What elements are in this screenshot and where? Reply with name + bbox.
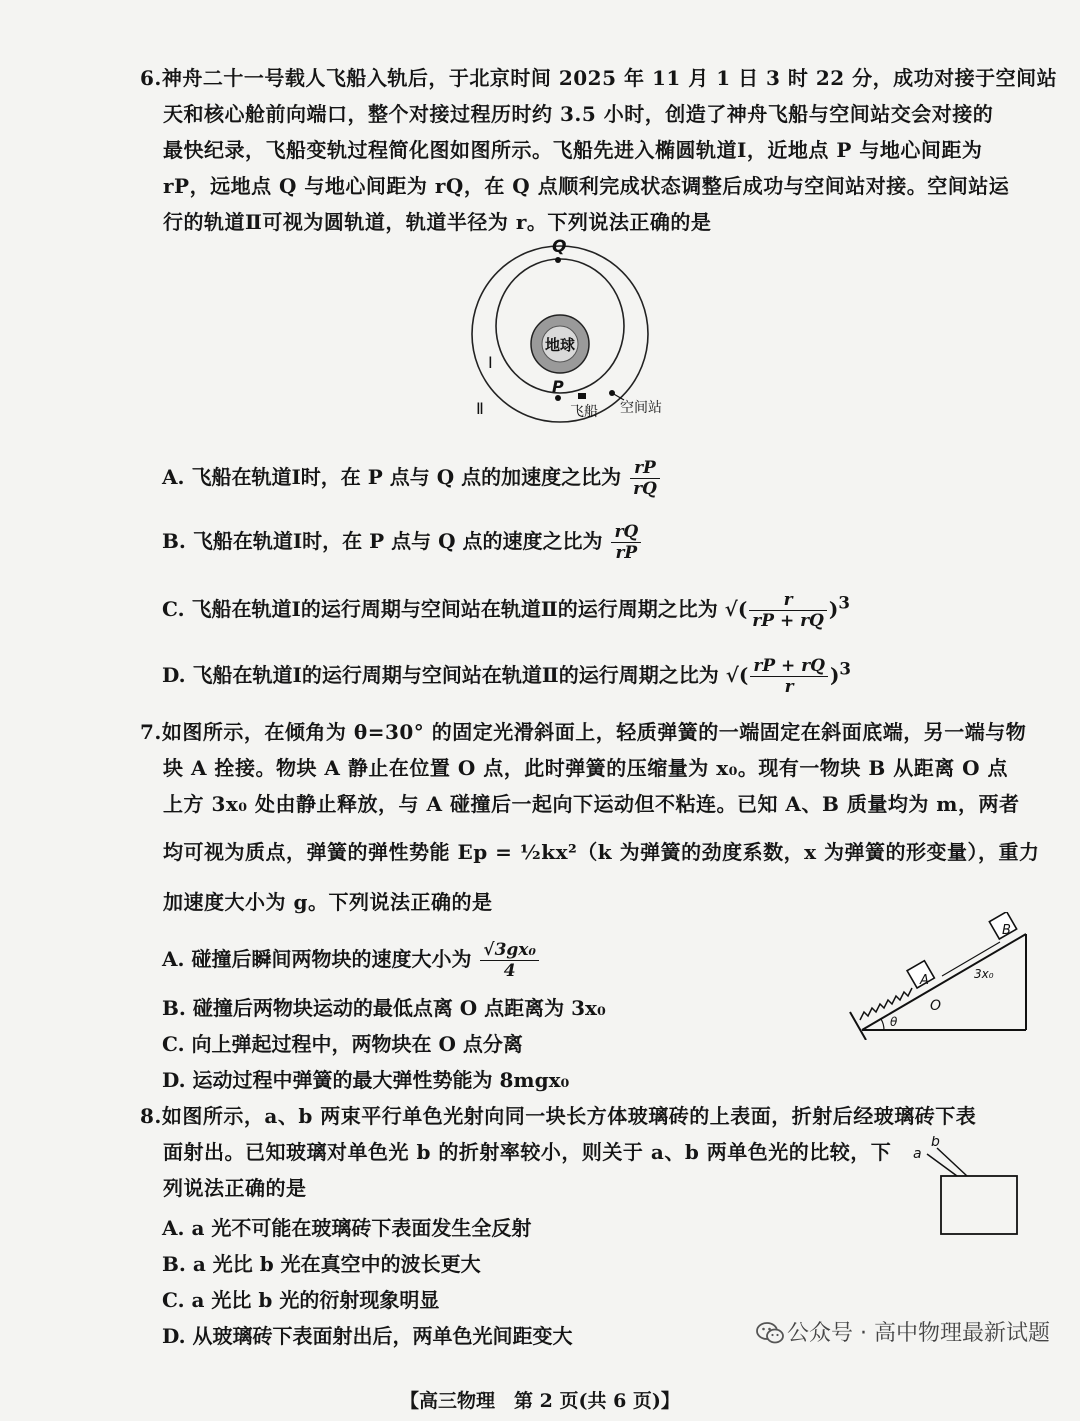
q8-option-c: C. a 光比 b 光的衍射现象明显	[162, 1288, 440, 1312]
q7-option-c: C. 向上弹起过程中，两物块在 O 点分离	[162, 1032, 523, 1056]
glass-block-diagram	[905, 1136, 1020, 1240]
q6-option-b: B. 飞船在轨道Ⅰ时，在 P 点与 Q 点的速度之比为 $\frac{rQ}{rP}$	[162, 522, 643, 563]
q7-a-fraction: $\frac{\text{√3gx₀}}{4}$	[480, 940, 538, 981]
q6-c-sqrt: √( $\frac{r}{rP + rQ}$ )$^3$	[724, 590, 850, 631]
watermark-text: 公众号 · 高中物理最新试题	[787, 1321, 1050, 1346]
q8-line-3: 列说法正确的是	[163, 1176, 307, 1200]
q6-line-3: 最快纪录，飞船变轨过程简化图如图所示。飞船先进入椭圆轨道Ⅰ，近地点 P 与地心间距为	[163, 138, 983, 162]
orbit-diagram	[460, 232, 700, 432]
q6-a-fraction: $\frac{rP}{rQ}$	[630, 458, 660, 499]
q6-option-c: C. 飞船在轨道Ⅰ的运行周期与空间站在轨道Ⅱ的运行周期之比为 √( $\frac{r}{rP + rQ}$ )$^3$	[162, 590, 850, 631]
ray-a-label: a	[913, 1146, 922, 1162]
block-a-label: A	[920, 973, 929, 988]
q6-line-1	[140, 62, 1057, 91]
distance-label: 3x₀	[974, 967, 994, 981]
angle-arc	[881, 1019, 884, 1030]
incline-surface	[862, 934, 1026, 1030]
q8-option-d: D. 从玻璃砖下表面射出后，两单色光间距变大	[162, 1324, 573, 1348]
orbit-2-label: Ⅱ	[476, 399, 484, 418]
incline-diagram	[840, 912, 1040, 1040]
q6-line-5: 行的轨道Ⅱ可视为圆轨道，轨道半径为 r。下列说法正确的是	[163, 210, 712, 234]
q7-line-5: 加速度大小为 g。下列说法正确的是	[163, 890, 493, 914]
q6-d-sqrt: √( $\frac{rP + rQ}{r}$ )$^3$	[725, 656, 852, 697]
point-o-label: O	[930, 998, 942, 1014]
q6-b-fraction: $\frac{rQ}{rP}$	[611, 522, 641, 563]
q8-option-a: A. a 光不可能在玻璃砖下表面发生全反射	[162, 1216, 532, 1240]
page-footer: 【高三物理 第 2 页(共 6 页)】	[400, 1390, 680, 1412]
point-q-label: Q	[552, 237, 567, 257]
q6-line-4: rP，远地点 Q 与地心间距为 rQ，在 Q 点顺利完成状态调整后成功与空间站对接。空间站运	[163, 174, 1010, 198]
q7-line-4: 均可视为质点，弹簧的弹性势能 Ep = ½kx²（k 为弹簧的劲度系数，x 为弹簧的形变量），重力	[163, 840, 1040, 864]
q8-line-2: 面射出。已知玻璃对单色光 b 的折射率较小，则关于 a、b 两单色光的比较，下	[163, 1140, 892, 1164]
q8-option-b: B. a 光比 b 光在真空中的波长更大	[162, 1252, 481, 1276]
station-label: 空间站	[620, 400, 662, 416]
ship-label: 飞船	[570, 404, 598, 420]
q8-number: 8.	[140, 1104, 162, 1128]
q6-number: 6.	[140, 66, 162, 90]
bottom-stop	[850, 1012, 866, 1040]
orbit-1-label: Ⅰ	[488, 353, 493, 372]
q7-text-1: 如图所示，在倾角为 θ=30° 的固定光滑斜面上，轻质弹簧的一端固定在斜面底端，另一端与物	[161, 720, 1027, 744]
q6-line-2: 天和核心舱前向端口，整个对接过程历时约 3.5 小时，创造了神舟飞船与空间站交会对接的	[163, 102, 994, 126]
ship-marker	[578, 393, 586, 399]
q7-line-1	[140, 716, 1026, 745]
q8-text-1: 如图所示，a、b 两束平行单色光射向同一块长方体玻璃砖的上表面，折射后经玻璃砖下表	[161, 1104, 977, 1128]
ray-b-label: b	[931, 1136, 940, 1150]
wechat-icon	[756, 1321, 784, 1345]
q6-text-1: 神舟二十一号载人飞船入轨后，于北京时间 2025 年 11 月 1 日 3 时 22 分，成功对接于空间站	[161, 66, 1058, 90]
q7-line-3: 上方 3x₀ 处由静止释放，与 A 碰撞后一起向下运动但不粘连。已知 A、B 质量均为 m，两者	[163, 792, 1020, 816]
q8-line-1	[140, 1100, 976, 1129]
ray-a	[927, 1154, 957, 1176]
block-b-label: B	[1002, 923, 1011, 938]
q7-option-d: D. 运动过程中弹簧的最大弹性势能为 8mgx₀	[162, 1068, 570, 1092]
q7-line-2: 块 A 拴接。物块 A 静止在位置 O 点，此时弹簧的压缩量为 x₀。现有一物块 B 从距离 O 点	[163, 756, 1009, 780]
q7-option-a: A. 碰撞后瞬间两物块的速度大小为 $\frac{\text{√3gx₀}}{4}$	[162, 940, 541, 981]
glass-block	[941, 1176, 1017, 1234]
q6-option-a: A. 飞船在轨道Ⅰ时，在 P 点与 Q 点的加速度之比为 $\frac{rP}{rQ}$	[162, 458, 662, 499]
point-q-dot	[555, 257, 561, 263]
point-p-label: P	[552, 377, 564, 396]
q7-option-b: B. 碰撞后两物块运动的最低点离 O 点距离为 3x₀	[162, 996, 606, 1020]
angle-label: θ	[890, 1015, 898, 1029]
earth-label: 地球	[544, 336, 576, 354]
q7-number: 7.	[140, 720, 162, 744]
q6-option-d: D. 飞船在轨道Ⅰ的运行周期与空间站在轨道Ⅱ的运行周期之比为 √( $\frac{rP + rQ}{r}$ )$^3$	[162, 656, 852, 697]
